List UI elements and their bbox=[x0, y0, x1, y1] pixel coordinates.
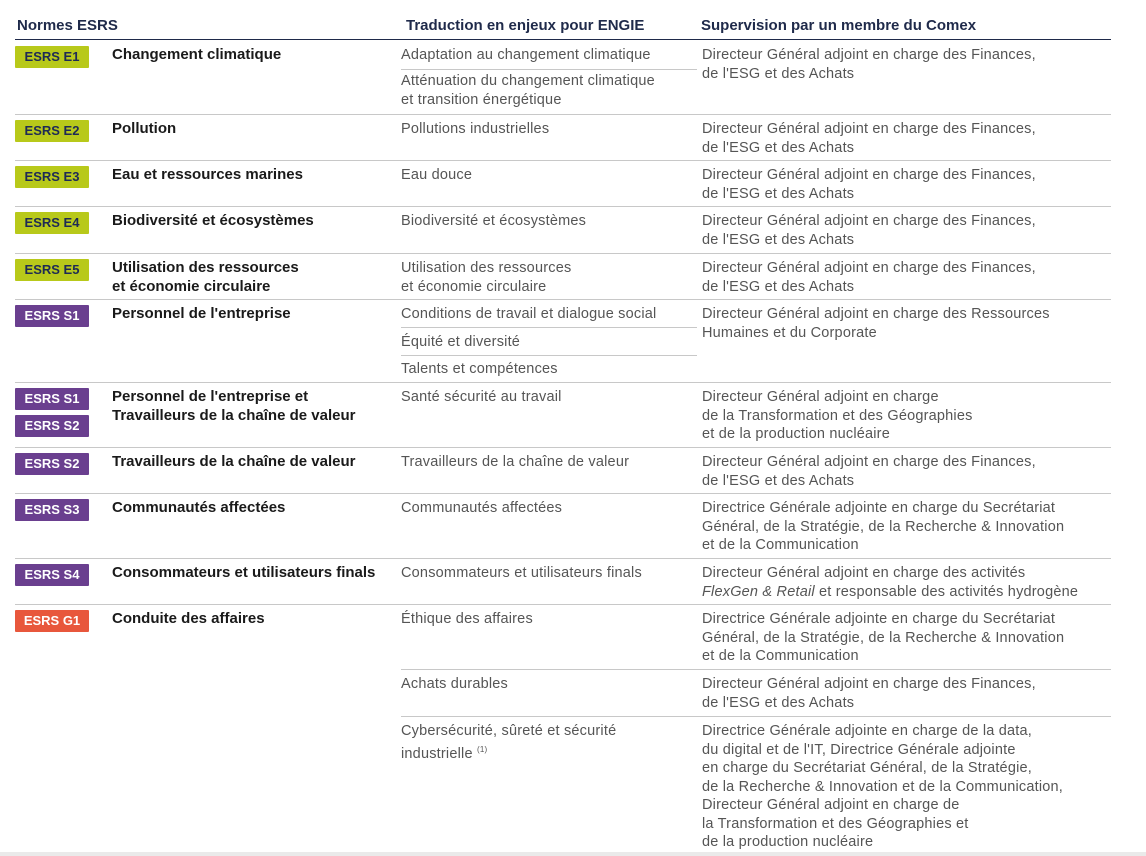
badge-esrs-g1: ESRS G1 bbox=[15, 610, 89, 632]
norm-label: Biodiversité et écosystèmes bbox=[112, 212, 314, 229]
enjeu-label: Achats durables bbox=[401, 676, 508, 692]
norm-label: Communautés affectées bbox=[112, 499, 286, 516]
badge-esrs-e3: ESRS E3 bbox=[15, 166, 89, 188]
badge-esrs-e4: ESRS E4 bbox=[15, 212, 89, 234]
supervision-label: Directeur Général adjoint en charge des Finances, de l'ESG et des Achats bbox=[702, 260, 1036, 295]
supervision-label: Directrice Générale adjointe en charge de la data, du digital et de l'IT, Directrice Générale adjointe en charge du Secrétariat Général, de la Stratégie, de la Recherche & Innovation et de la Communication, Directeur Général adjoint en charge de la Transformation et des Géographies et de la production nucléaire bbox=[702, 723, 1064, 850]
enjeu-label: Éthique des affaires bbox=[401, 611, 533, 627]
norm-label: Utilisation des ressources et économie circulaire bbox=[112, 259, 299, 295]
table-row-g1 bbox=[15, 604, 1111, 855]
enjeu-label: Talents et compétences bbox=[401, 361, 558, 377]
row-divider bbox=[401, 327, 697, 328]
table-header bbox=[15, 14, 1111, 40]
norm-label: Personnel de l'entreprise et Travailleurs de la chaîne de valeur bbox=[112, 388, 356, 424]
table-row-e3 bbox=[15, 160, 1111, 207]
badge-esrs-e2: ESRS E2 bbox=[15, 120, 89, 142]
enjeu-label: Santé sécurité au travail bbox=[401, 389, 562, 405]
header-enjeux: Traduction en enjeux pour ENGIE bbox=[406, 17, 645, 34]
enjeu-label: Cybersécurité, sûreté et sécurité industrielle $^{(1)}$ bbox=[401, 723, 617, 762]
supervision-label: Directeur Général adjoint en charge des Finances, de l'ESG et des Achats bbox=[702, 47, 1036, 82]
norm-label: Conduite des affaires bbox=[112, 610, 265, 627]
supervision-label: Directeur Général adjoint en charge des Finances, de l'ESG et des Achats bbox=[702, 676, 1036, 711]
norm-label: Pollution bbox=[112, 120, 177, 137]
header-norms: Normes ESRS bbox=[17, 17, 118, 34]
badge-esrs-e5: ESRS E5 bbox=[15, 259, 89, 281]
norm-label: Personnel de l'entreprise bbox=[112, 305, 291, 322]
enjeu-label: Pollutions industrielles bbox=[401, 121, 550, 137]
supervision-label: Directeur Général adjoint en charge des activités FlexGen & Retail et responsable des activités hydrogène bbox=[702, 565, 1079, 600]
row-divider bbox=[401, 355, 697, 356]
enjeu-label: Consommateurs et utilisateurs finals bbox=[401, 565, 642, 581]
supervision-label: Directeur Général adjoint en charge des Finances, de l'ESG et des Achats bbox=[702, 213, 1036, 248]
badge-esrs-s4: ESRS S4 bbox=[15, 564, 89, 586]
table-row-s2 bbox=[15, 447, 1111, 494]
supervision-label: Directrice Générale adjointe en charge du Secrétariat Général, de la Stratégie, de la Recherche & Innovation et de la Communication bbox=[702, 611, 1065, 664]
badge-esrs-e1: ESRS E1 bbox=[15, 46, 89, 68]
supervision-label: Directeur Général adjoint en charge de la Transformation et des Géographies et de la production nucléaire bbox=[702, 389, 973, 442]
table-row-s4 bbox=[15, 558, 1111, 605]
row-divider bbox=[401, 669, 1111, 670]
table-row-e1 bbox=[15, 42, 1111, 114]
enjeu-label: Utilisation des ressources et économie circulaire bbox=[401, 260, 572, 295]
norm-label: Consommateurs et utilisateurs finals bbox=[112, 564, 376, 581]
footnote-marker: (1) bbox=[476, 744, 488, 754]
table-row-e2 bbox=[15, 114, 1111, 160]
supervision-label: Directrice Générale adjointe en charge du Secrétariat Général, de la Stratégie, de la Recherche & Innovation et de la Communication bbox=[702, 500, 1065, 553]
page-bottom-edge bbox=[0, 852, 1146, 856]
enjeu-label: Eau douce bbox=[401, 167, 473, 183]
badge-esrs-s2: ESRS S2 bbox=[15, 453, 89, 475]
enjeu-label: Communautés affectées bbox=[401, 500, 563, 516]
norm-label: Travailleurs de la chaîne de valeur bbox=[112, 453, 356, 470]
row-divider bbox=[401, 69, 697, 70]
supervision-label: Directeur Général adjoint en charge des Finances, de l'ESG et des Achats bbox=[702, 454, 1036, 489]
table-row-e4 bbox=[15, 206, 1111, 254]
table-row-s1-s2 bbox=[15, 382, 1111, 448]
table-row-e5 bbox=[15, 253, 1111, 300]
supervision-label: Directeur Général adjoint en charge des Finances, de l'ESG et des Achats bbox=[702, 121, 1036, 156]
supervision-label: Directeur Général adjoint en charge des Ressources Humaines et du Corporate bbox=[702, 306, 1050, 341]
table-row-s3 bbox=[15, 493, 1111, 559]
badge-esrs-s2: ESRS S2 bbox=[15, 415, 89, 437]
enjeu-label: Conditions de travail et dialogue social bbox=[401, 306, 657, 322]
badge-esrs-s1: ESRS S1 bbox=[15, 388, 89, 410]
enjeu-label: Équité et diversité bbox=[401, 334, 521, 350]
row-divider bbox=[401, 716, 1111, 717]
badge-esrs-s1: ESRS S1 bbox=[15, 305, 89, 327]
enjeu-label: Biodiversité et écosystèmes bbox=[401, 213, 587, 229]
enjeu-label: Adaptation au changement climatique bbox=[401, 47, 651, 63]
norm-label: Changement climatique bbox=[112, 46, 282, 63]
header-supervision: Supervision par un membre du Comex bbox=[701, 17, 977, 34]
enjeu-label: Travailleurs de la chaîne de valeur bbox=[401, 454, 630, 470]
table-row-s1 bbox=[15, 299, 1111, 383]
enjeu-label: Atténuation du changement climatique et transition énergétique bbox=[401, 73, 655, 108]
supervision-label: Directeur Général adjoint en charge des Finances, de l'ESG et des Achats bbox=[702, 167, 1036, 202]
norm-label: Eau et ressources marines bbox=[112, 166, 303, 183]
badge-esrs-s3: ESRS S3 bbox=[15, 499, 89, 521]
